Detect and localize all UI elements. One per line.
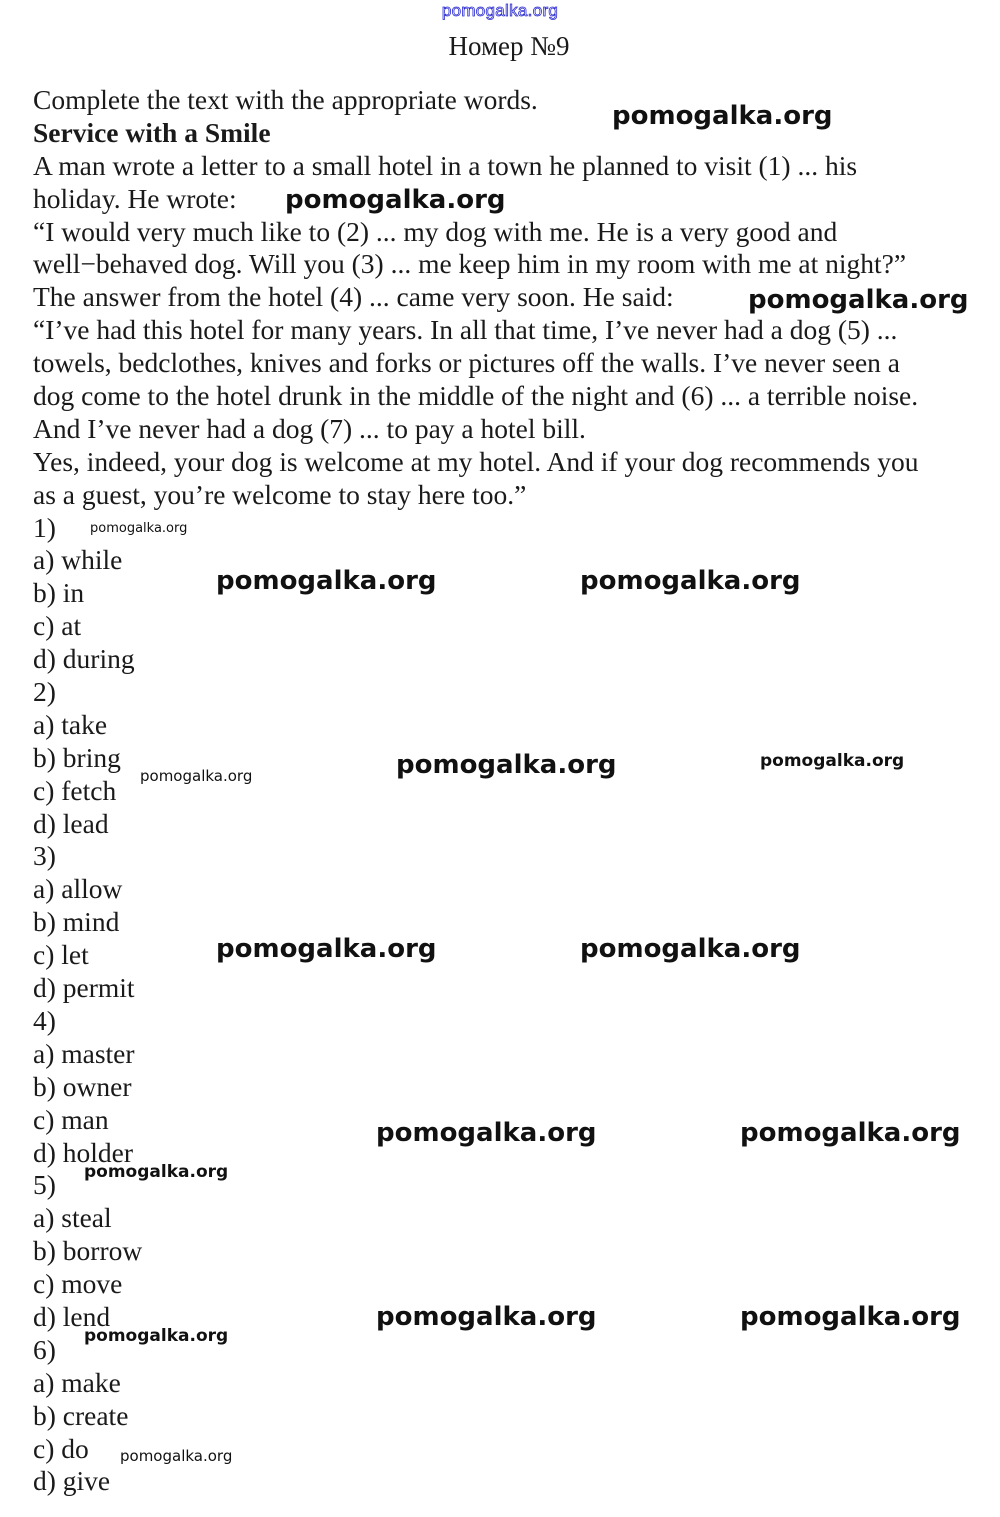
text-title: Service with a Smile: [33, 116, 271, 148]
text-line: b) bring: [33, 741, 121, 773]
text-line: d) permit: [33, 972, 135, 1004]
text-line: “I’ve had this hotel for many years. In all that time, I’ve never had a dog (5) ...: [33, 314, 898, 346]
watermark: pomogalka.org: [216, 566, 437, 596]
watermark: pomogalka.org: [580, 566, 801, 596]
text-line: c) fetch: [33, 774, 117, 806]
text-line: a) make: [33, 1366, 121, 1398]
text-line: dog come to the hotel drunk in the middle of the night and (6) ... a terrible noise.: [33, 380, 919, 412]
watermark: pomogalka.org: [140, 767, 253, 785]
watermark: pomogalka.org: [216, 934, 437, 964]
text-line: The answer from the hotel (4) ... came very soon. He said:: [33, 281, 674, 313]
text-line: d) during: [33, 643, 135, 675]
text-line: 5): [33, 1169, 56, 1201]
text-line: a) take: [33, 708, 108, 740]
text-line: b) create: [33, 1399, 129, 1431]
watermark: pomogalka.org: [376, 1118, 597, 1148]
watermark: pomogalka.org: [760, 751, 905, 771]
text-line: Complete the text with the appropriate words.: [33, 84, 538, 115]
text-line: c) man: [33, 1103, 109, 1135]
site-header-watermark: pomogalka.org: [441, 1, 559, 20]
text-line: b) in: [33, 577, 85, 609]
text-line: well−behaved dog. Will you (3) ... me keep him in my room with me at night?”: [33, 248, 907, 280]
text-line: a) allow: [33, 873, 123, 905]
watermark: pomogalka.org: [740, 1302, 961, 1332]
text-line: b) owner: [33, 1070, 132, 1102]
text-line: c) let: [33, 939, 89, 971]
text-line: 2): [33, 676, 56, 708]
watermark: pomogalka.org: [612, 101, 833, 131]
text-line: a) master: [33, 1037, 135, 1069]
text-line: c) move: [33, 1268, 123, 1300]
text-line: d) give: [33, 1465, 111, 1497]
text-line: 4): [33, 1004, 56, 1036]
watermark: pomogalka.org: [120, 1447, 233, 1465]
text-line: d) lead: [33, 807, 109, 839]
watermark: pomogalka.org: [84, 1326, 229, 1346]
text-line: holiday. He wrote:: [33, 182, 237, 214]
text-line: Yes, indeed, your dog is welcome at my hotel. And if your dog recommends you: [33, 445, 919, 477]
watermark: pomogalka.org: [580, 934, 801, 964]
text-line: 6): [33, 1333, 56, 1365]
watermark: pomogalka.org: [285, 185, 506, 215]
text-line: A man wrote a letter to a small hotel in a town he planned to visit (1) ... his: [33, 149, 858, 181]
text-line: towels, bedclothes, knives and forks or pictures off the walls. I’ve never seen a: [33, 347, 901, 379]
text-line: b) mind: [33, 906, 120, 938]
text-line: 1): [33, 511, 56, 543]
text-line: a) while: [33, 544, 123, 576]
watermark: pomogalka.org: [396, 750, 617, 780]
watermark: pomogalka.org: [376, 1302, 597, 1332]
text-line: “I would very much like to (2) ... my dog with me. He is a very good and: [33, 215, 838, 247]
watermark: pomogalka.org: [90, 521, 188, 536]
text-line: as a guest, you’re welcome to stay here too.”: [33, 478, 527, 510]
text-line: b) borrow: [33, 1235, 143, 1267]
watermark: pomogalka.org: [84, 1162, 229, 1182]
watermark: pomogalka.org: [748, 285, 969, 315]
text-line: a) steal: [33, 1202, 112, 1234]
text-line: c) do: [33, 1432, 89, 1464]
text-line: d) holder: [33, 1136, 134, 1168]
page-title: Номер №9: [448, 31, 570, 61]
text-line: And I’ve never had a dog (7) ... to pay a hotel bill.: [33, 412, 586, 444]
watermark: pomogalka.org: [740, 1118, 961, 1148]
text-line: d) lend: [33, 1300, 111, 1332]
text-line: c) at: [33, 610, 82, 642]
text-line: 3): [33, 840, 56, 872]
